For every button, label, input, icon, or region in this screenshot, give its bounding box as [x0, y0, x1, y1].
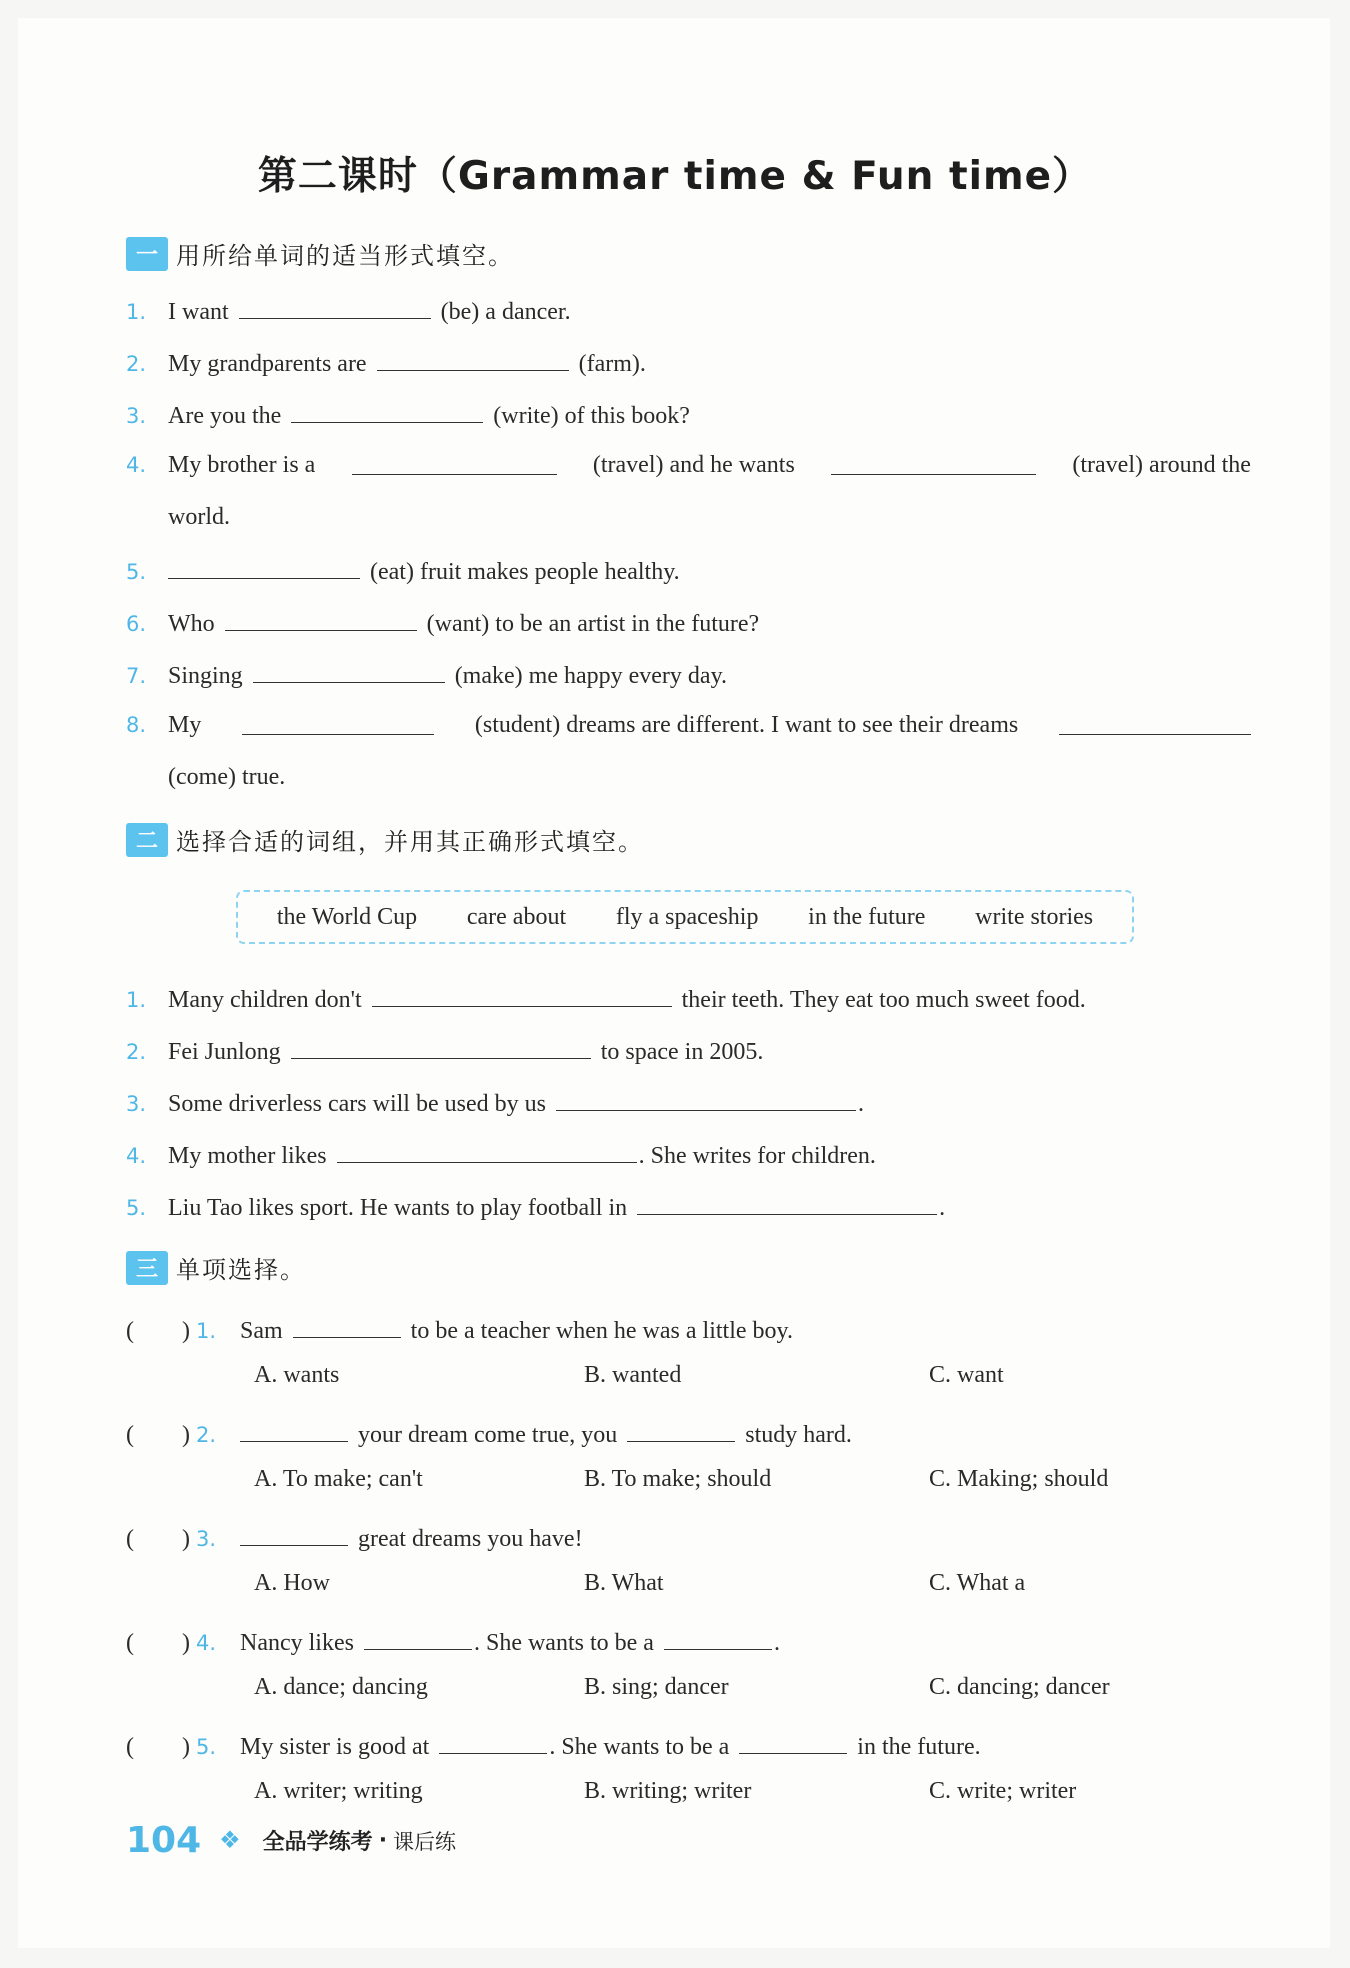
answer-parentheses[interactable]: ( ) [126, 1630, 190, 1656]
mc-question-3: ( ) 3. great dreams you have! [126, 1518, 583, 1553]
s1-question-6: 6. Who (want) to be an artist in the future? [126, 608, 1251, 638]
s1-question-8-continued: (come) true. [168, 764, 286, 790]
mc-question-2: ( ) 2. your dream come true, you study hard. [126, 1414, 852, 1449]
answer-parentheses[interactable]: ( ) [126, 1422, 190, 1448]
answer-blank[interactable] [240, 1419, 348, 1442]
option-b[interactable]: B. writing; writer [584, 1778, 752, 1804]
answer-parentheses[interactable]: ( ) [126, 1734, 190, 1760]
answer-blank[interactable] [337, 1140, 637, 1163]
option-c[interactable]: C. write; writer [929, 1778, 1077, 1804]
s2-question-4: 4. My mother likes . She writes for children. [126, 1140, 1251, 1170]
answer-blank[interactable] [225, 608, 417, 631]
answer-blank[interactable] [739, 1731, 847, 1754]
option-c[interactable]: C. Making; should [929, 1466, 1109, 1492]
answer-blank[interactable] [253, 660, 445, 683]
s1-question-3: 3. Are you the (write) of this book? [126, 400, 1251, 430]
s1-question-4-continued: world. [168, 504, 230, 530]
option-b[interactable]: B. wanted [584, 1362, 682, 1388]
answer-blank[interactable] [439, 1731, 547, 1754]
answer-blank[interactable] [377, 348, 569, 371]
section3-heading: 单项选择。 [176, 1256, 306, 1284]
option-b[interactable]: B. To make; should [584, 1466, 772, 1492]
s2-question-1: 1. Many children don't their teeth. They eat too much sweet food. [126, 984, 1251, 1014]
section3-badge: 三 [126, 1251, 168, 1285]
option-b[interactable]: B. sing; dancer [584, 1674, 729, 1700]
s1-question-1: 1. I want (be) a dancer. [126, 296, 1251, 326]
option-c[interactable]: C. dancing; dancer [929, 1674, 1110, 1700]
option-a[interactable]: A. dance; dancing [254, 1674, 428, 1700]
phrase-bank [236, 890, 1134, 944]
answer-blank[interactable] [240, 1523, 348, 1546]
option-a[interactable]: A. wants [254, 1362, 340, 1388]
answer-parentheses[interactable]: ( ) [126, 1526, 190, 1552]
answer-blank[interactable] [352, 452, 557, 475]
mc-question-1: ( ) 1. Sam to be a teacher when he was a little boy. [126, 1310, 793, 1345]
answer-blank[interactable] [1059, 712, 1251, 735]
section3-header [126, 1250, 306, 1285]
option-a[interactable]: A. writer; writing [254, 1778, 423, 1804]
answer-blank[interactable] [239, 296, 431, 319]
book-name: 全品学练考 [262, 1830, 373, 1855]
answer-blank[interactable] [242, 712, 434, 735]
s1-question-5: 5. (eat) fruit makes people healthy. [126, 556, 1251, 586]
book-subtitle: 课后练 [393, 1829, 457, 1854]
section2-header [126, 822, 644, 857]
answer-blank[interactable] [556, 1088, 856, 1111]
answer-blank[interactable] [364, 1627, 472, 1650]
s2-question-2: 2. Fei Junlong to space in 2005. [126, 1036, 1251, 1066]
option-c[interactable]: C. What a [929, 1570, 1026, 1596]
s2-question-5: 5. Liu Tao likes sport. He wants to play football in . [126, 1192, 1251, 1222]
answer-blank[interactable] [637, 1192, 937, 1215]
diamond-icon: ❖ [219, 1828, 241, 1854]
section1-heading: 用所给单词的适当形式填空。 [176, 242, 514, 270]
page-number: 104 [126, 1820, 202, 1861]
phrase: write stories [975, 903, 1094, 930]
option-a[interactable]: A. How [254, 1570, 330, 1596]
answer-blank[interactable] [291, 1036, 591, 1059]
answer-blank[interactable] [291, 400, 483, 423]
s1-question-7: 7. Singing (make) me happy every day. [126, 660, 1251, 690]
section1-badge: 一 [126, 237, 168, 271]
answer-blank[interactable] [664, 1627, 772, 1650]
answer-blank[interactable] [831, 452, 1036, 475]
section2-badge: 二 [126, 823, 168, 857]
s2-question-3: 3. Some driverless cars will be used by us . [126, 1088, 1251, 1118]
s1-question-4: 4. My brother is a (travel) and he wants (travel) around the [126, 452, 1251, 478]
option-c[interactable]: C. want [929, 1362, 1004, 1388]
answer-parentheses[interactable]: ( ) [126, 1318, 190, 1344]
s1-question-8: 8. My (student) dreams are different. I want to see their dreams [126, 712, 1251, 739]
option-b[interactable]: B. What [584, 1570, 664, 1596]
s1-question-2: 2. My grandparents are (farm). [126, 348, 1251, 378]
option-a[interactable]: A. To make; can't [254, 1466, 423, 1492]
footer-separator: · [378, 1828, 388, 1853]
mc-question-5: ( ) 5. My sister is good at . She wants to be a in the future. [126, 1726, 981, 1761]
answer-blank[interactable] [293, 1315, 401, 1338]
page-footer [126, 1820, 456, 1861]
phrase: the World Cup [276, 903, 418, 930]
answer-blank[interactable] [627, 1419, 735, 1442]
phrase: fly a spaceship [615, 903, 759, 930]
mc-question-4: ( ) 4. Nancy likes . She wants to be a . [126, 1622, 780, 1657]
section1-header [126, 236, 514, 271]
phrase: care about [466, 903, 567, 930]
answer-blank[interactable] [168, 556, 360, 579]
page-title: 第二课时（Grammar time & Fun time） [257, 154, 1093, 199]
answer-blank[interactable] [372, 984, 672, 1007]
phrase: in the future [808, 903, 926, 930]
section2-heading: 选择合适的词组，并用其正确形式填空。 [176, 828, 644, 856]
